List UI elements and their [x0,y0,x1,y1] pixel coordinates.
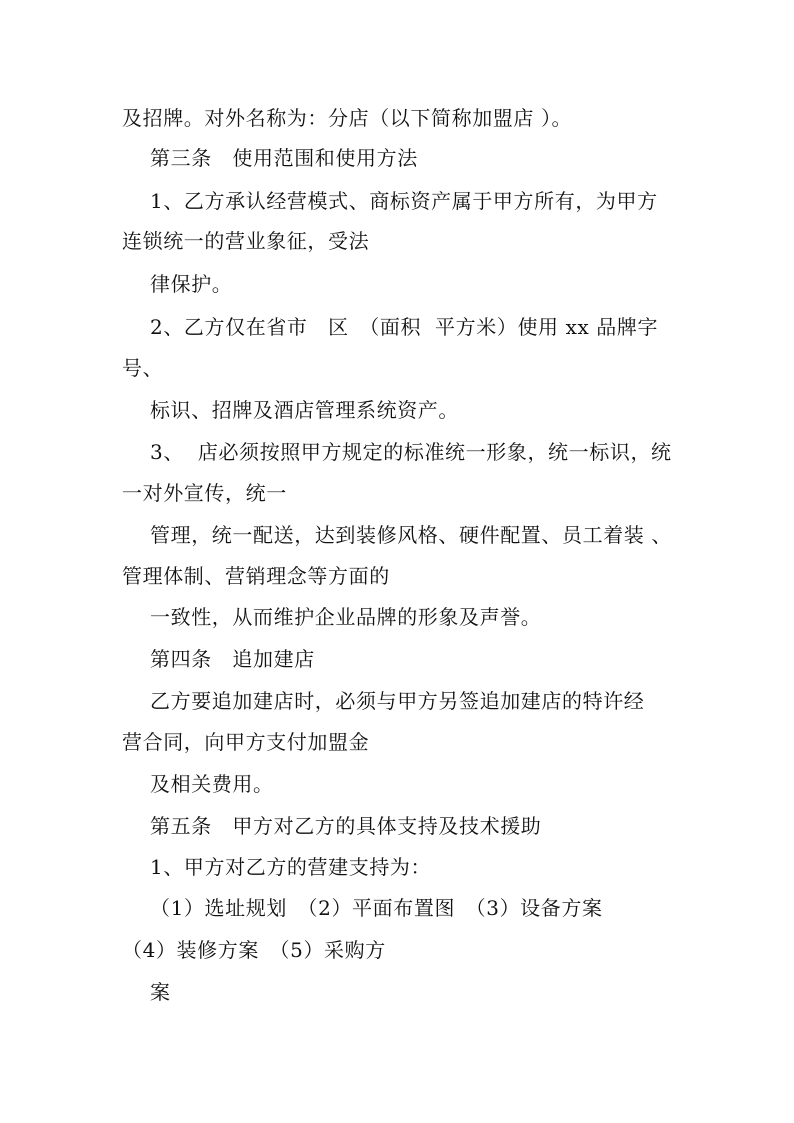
text-line-7: 号、 [122,356,164,380]
text-line-5: 律保护。 [150,272,233,296]
text-line-11: 管理，统一配送，达到装修风格、硬件配置、员工着装 、 [150,523,672,547]
article-5-heading: 第五条 甲方对乙方的具体支持及技术援助 [150,814,542,838]
article-3-heading: 第三条 使用范围和使用方法 [150,146,418,170]
text-line-6: 2、乙方仅在省市 区 （面积 平方米）使用 xx 品牌字 [150,315,659,339]
text-line-1: 及招牌。对外名称为：分店（以下简称加盟店 ）。 [122,106,573,130]
text-line-19: 1、甲方对乙方的营建支持为： [150,855,432,879]
text-line-16: 营合同，向甲方支付加盟金 [122,730,370,754]
text-line-4: 连锁统一的营业象征，受法 [122,229,370,253]
text-line-13: 一致性，从而维护企业品牌的形象及声誉。 [150,605,542,629]
text-line-8: 标识、招牌及酒店管理系统资产。 [150,398,459,422]
text-line-22: 案 [150,980,171,1004]
text-line-10: 一对外宣传，统一 [122,481,287,505]
text-line-21: （4）装修方案 （5）采购方 [122,938,386,962]
text-line-12: 管理体制、营销理念等方面的 [122,564,390,588]
text-line-20: （1）选址规划 （2）平面布置图 （3）设备方案 [150,896,603,920]
text-line-9: 3、 店必须按照甲方规定的标准统一形象，统一标识，统 [150,440,672,464]
text-line-3: 1、乙方承认经营模式、商标资产属于甲方所有，为甲方 [150,189,658,213]
text-line-17: 及相关费用。 [150,772,274,796]
text-line-15: 乙方要追加建店时，必须与甲方另签追加建店的特许经 [150,689,645,713]
article-4-heading: 第四条 追加建店 [150,647,315,671]
